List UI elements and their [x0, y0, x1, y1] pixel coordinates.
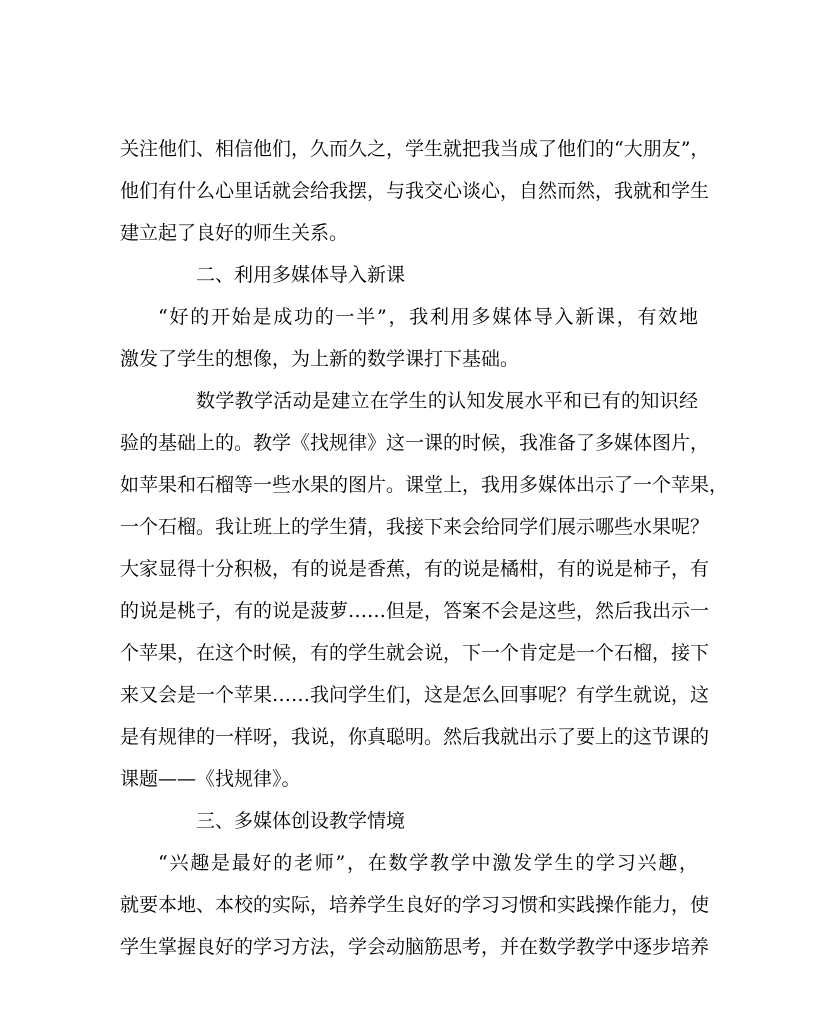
paragraph-line: 学生掌握良好的学习方法，学会动脑筋思考，并在数学教学中逐步培养	[120, 936, 710, 958]
paragraph-line: “好的开始是成功的一半”，我利用多媒体导入新课，有效地	[158, 306, 698, 328]
paragraph-line: 是有规律的一样呀，我说，你真聪明。然后我就出示了要上的这节课的	[120, 726, 710, 748]
paragraph-line: 来又会是一个苹果……我问学生们，这是怎么回事呢？有学生就说，这	[120, 684, 710, 706]
section-heading: 二、利用多媒体导入新课	[196, 264, 406, 286]
paragraph-line: 就要本地、本校的实际，培养学生良好的学习习惯和实践操作能力，使	[120, 894, 710, 916]
paragraph-line: “兴趣是最好的老师”，在数学教学中激发学生的学习兴趣，	[158, 852, 698, 874]
paragraph-line: 数学教学活动是建立在学生的认知发展水平和已有的知识经	[196, 390, 698, 412]
paragraph-line: 一个石榴。我让班上的学生猜，我接下来会给同学们展示哪些水果呢？	[120, 516, 710, 538]
section-heading: 三、多媒体创设教学情境	[196, 810, 406, 832]
paragraph-line: 大家显得十分积极，有的说是香蕉，有的说是橘柑，有的说是柿子，有	[120, 558, 710, 580]
paragraph-line: 激发了学生的想像，为上新的数学课打下基础。	[120, 348, 520, 370]
paragraph-line: 如苹果和石榴等一些水果的图片。课堂上，我用多媒体出示了一个苹果，	[120, 474, 729, 496]
paragraph-line: 课题——《找规律》。	[120, 768, 301, 790]
paragraph-line: 建立起了良好的师生关系。	[120, 222, 349, 244]
paragraph-line: 关注他们、相信他们，久而久之，学生就把我当成了他们的“大朋友”，	[120, 138, 710, 160]
paragraph-line: 他们有什么心里话就会给我摆，与我交心谈心，自然而然，我就和学生	[120, 180, 710, 202]
paragraph-line: 的说是桃子，有的说是菠萝……但是，答案不会是这些，然后我出示一	[120, 600, 710, 622]
paragraph-line: 个苹果，在这个时候，有的学生就会说，下一个肯定是一个石榴，接下	[120, 642, 710, 664]
paragraph-line: 验的基础上的。教学《找规律》这一课的时候，我准备了多媒体图片，	[120, 432, 710, 454]
